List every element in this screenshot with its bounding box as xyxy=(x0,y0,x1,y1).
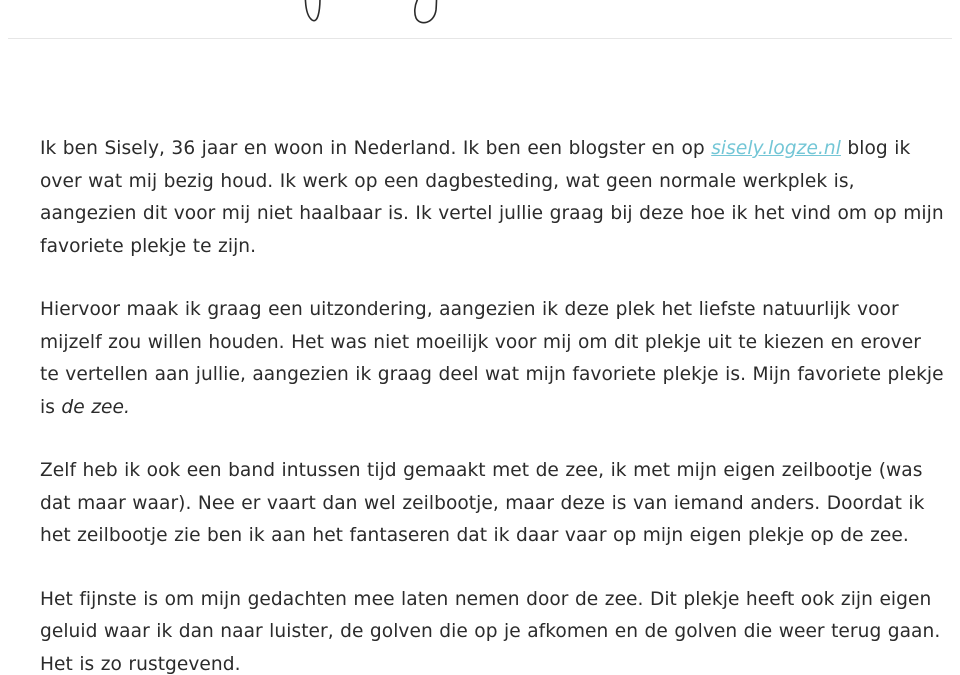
paragraph-favorite-place xyxy=(40,294,945,424)
paragraph-thoughts: Het fijnste is om mijn gedachten mee laten nemen door de zee. Dit plekje heeft ook zijn eigen geluid waar ik dan naar luister, de golven die op je afkomen en de golven die weer terug gaan. Het is zo rustgevend. xyxy=(40,588,941,675)
favorite-place-text: Hiervoor maak ik graag een uitzondering, aangezien ik deze plek het liefste natuurlijk voor mijzelf zou willen houden. Het was niet moeilijk voor mij om dit plekje uit te kiezen en erover te vertellen aan jullie, aangezien ik graag deel wat mijn favoriete plekje is. Mijn favoriete plekje is xyxy=(40,299,944,418)
handwritten-logo-icon[interactable] xyxy=(290,0,460,30)
intro-text-end: blog ik over wat mij bezig houd. Ik werk op een dagbesteding, wat geen normale werkplek is, aangezien dit voor mij niet haalbaar is. Ik vertel jullie graag bij deze hoe ik het vind om op mijn favoriete plekje te zijn. xyxy=(40,138,944,257)
site-header xyxy=(0,0,960,38)
favorite-place-emphasis: de zee. xyxy=(61,396,130,418)
article-body xyxy=(40,133,945,675)
paragraph-sailboat: Zelf heb ik ook een band intussen tijd gemaakt met de zee, ik met mijn eigen zeilbootje (was dat maar waar). Nee er vaart dan wel zeilbootje, maar deze is van iemand anders. Doordat ik het zeilbootje zie ben ik aan het fantaseren dat ik daar vaar op mijn eigen plekje op de zee. xyxy=(40,460,925,546)
blog-link[interactable]: sisely.logze.nl xyxy=(711,138,841,159)
intro-text-start: Ik ben Sisely, 36 jaar en woon in Nederland. Ik ben een blogster en op xyxy=(40,138,712,159)
paragraph-intro xyxy=(40,133,945,263)
header-divider xyxy=(8,38,952,39)
